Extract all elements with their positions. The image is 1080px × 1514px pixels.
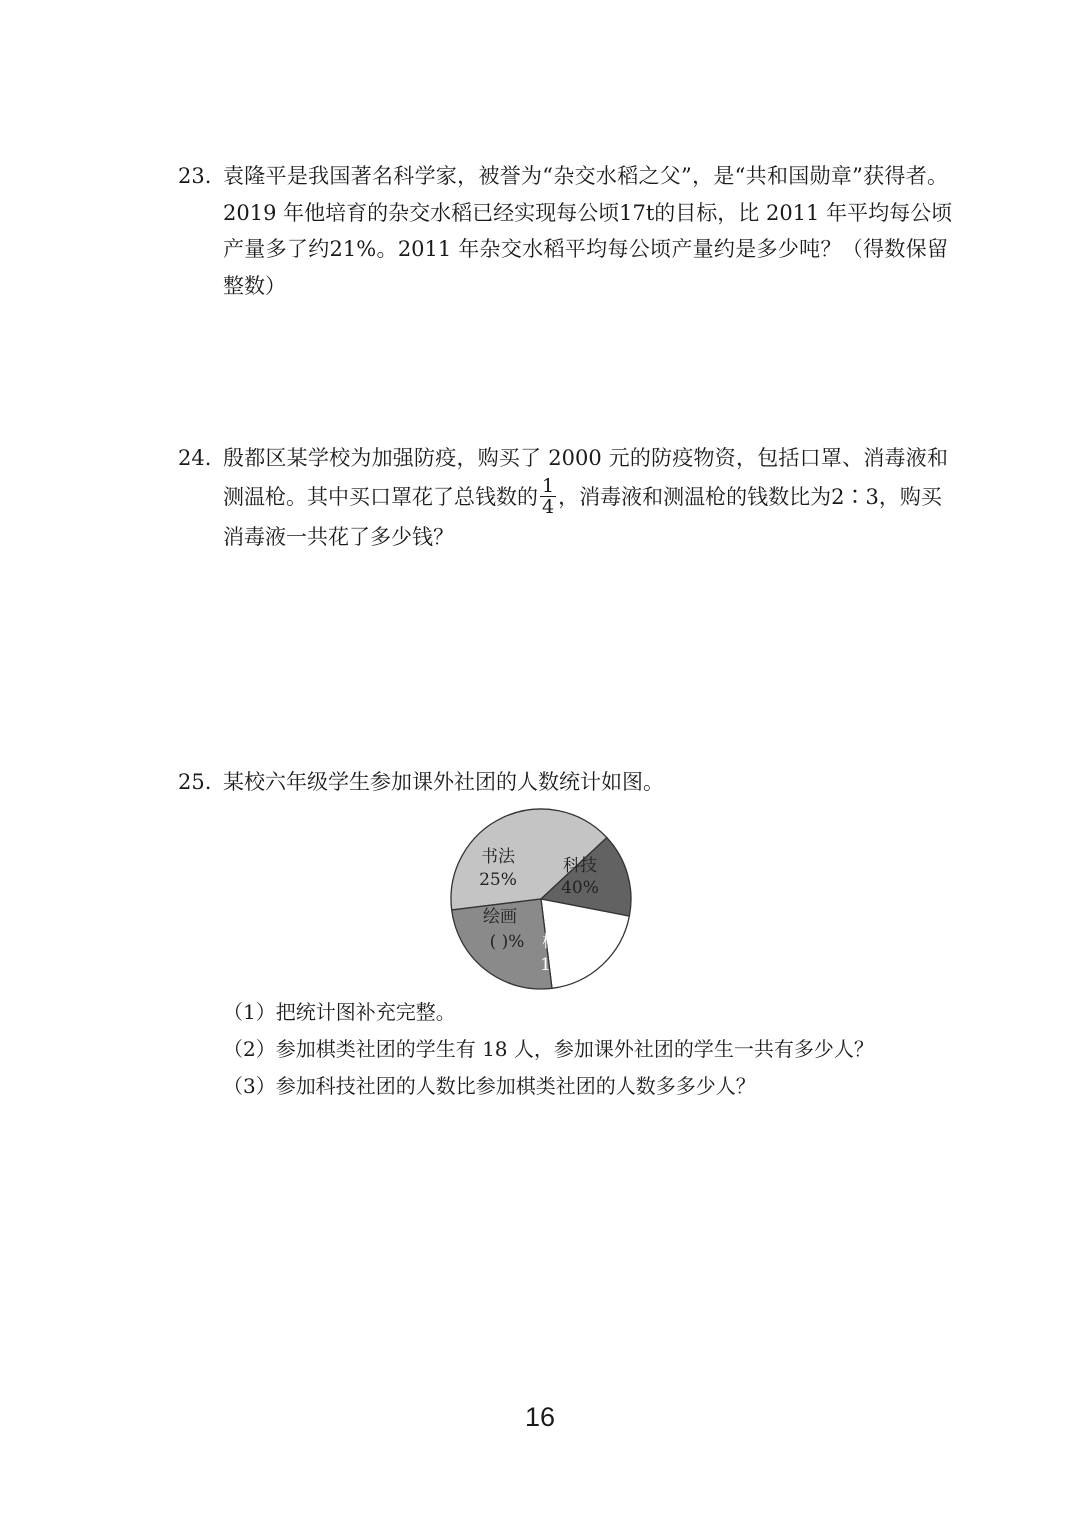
- question-line-part: ，消毒液和测温枪的钱数比为2∶3，购买: [558, 484, 942, 509]
- sub-question-3: （3）参加科技社团的人数比参加棋类社团的人数多多少人？: [223, 1074, 756, 1098]
- sub-question-2: （2）参加棋类社团的学生有 18 人，参加课外社团的学生一共有多少人？: [223, 1037, 874, 1061]
- question-text: [223, 158, 953, 304]
- question-line-with-fraction: [223, 475, 948, 519]
- question-text: [223, 764, 948, 801]
- question-text: [223, 440, 948, 555]
- question-line: 某校六年级学生参加课外社团的人数统计如图。: [223, 770, 664, 794]
- question-line: 整数）: [223, 273, 286, 298]
- question-line: 消毒液一共花了多少钱？: [223, 524, 454, 549]
- question-line: 殷都区某学校为加强防疫，购买了 2000 元的防疫物资，包括口罩、消毒液和: [223, 446, 948, 470]
- pie-label-value-kexue: 40%: [561, 878, 599, 898]
- question-24: [178, 440, 948, 555]
- question-23: [178, 158, 953, 304]
- question-25: [178, 764, 948, 801]
- pie-label-name-huihua: 绘画: [483, 907, 517, 927]
- pie-label-name-qilei: 棋类: [542, 932, 576, 952]
- fraction-numerator: 1: [542, 474, 555, 497]
- pie-label-value-qilei: 15%: [540, 955, 578, 975]
- sub-questions: [223, 994, 943, 1105]
- sub-question-1: （1）把统计图补充完整。: [223, 1000, 456, 1024]
- question-number: 24.: [178, 446, 212, 470]
- question-line-part: 测温枪。其中买口罩花了总钱数的: [223, 484, 538, 509]
- question-line: 产量多了约21%。2011 年杂交水稻平均每公顷产量约是多少吨？（得数保留: [223, 237, 948, 261]
- page-number: 16: [524, 1402, 556, 1432]
- question-number: 25.: [178, 770, 212, 794]
- fraction-denominator: 4: [542, 495, 555, 518]
- pie-label-value-huihua: ( )%: [489, 932, 525, 952]
- pie-chart: [446, 804, 636, 994]
- question-number: 23.: [178, 164, 212, 188]
- question-line: 袁隆平是我国著名科学家，被誉为“杂交水稻之父”，是“共和国勋章”获得者。: [223, 164, 948, 188]
- pie-label-name-shufa: 书法: [481, 847, 515, 867]
- pie-chart-svg: [446, 804, 636, 994]
- pie-label-value-shufa: 25%: [479, 870, 517, 890]
- pie-label-name-kexue: 科技: [563, 856, 597, 876]
- fraction: [540, 476, 556, 517]
- question-line: 2019 年他培育的杂交水稻已经实现每公顷17t的目标，比 2011 年平均每公顷: [223, 200, 953, 225]
